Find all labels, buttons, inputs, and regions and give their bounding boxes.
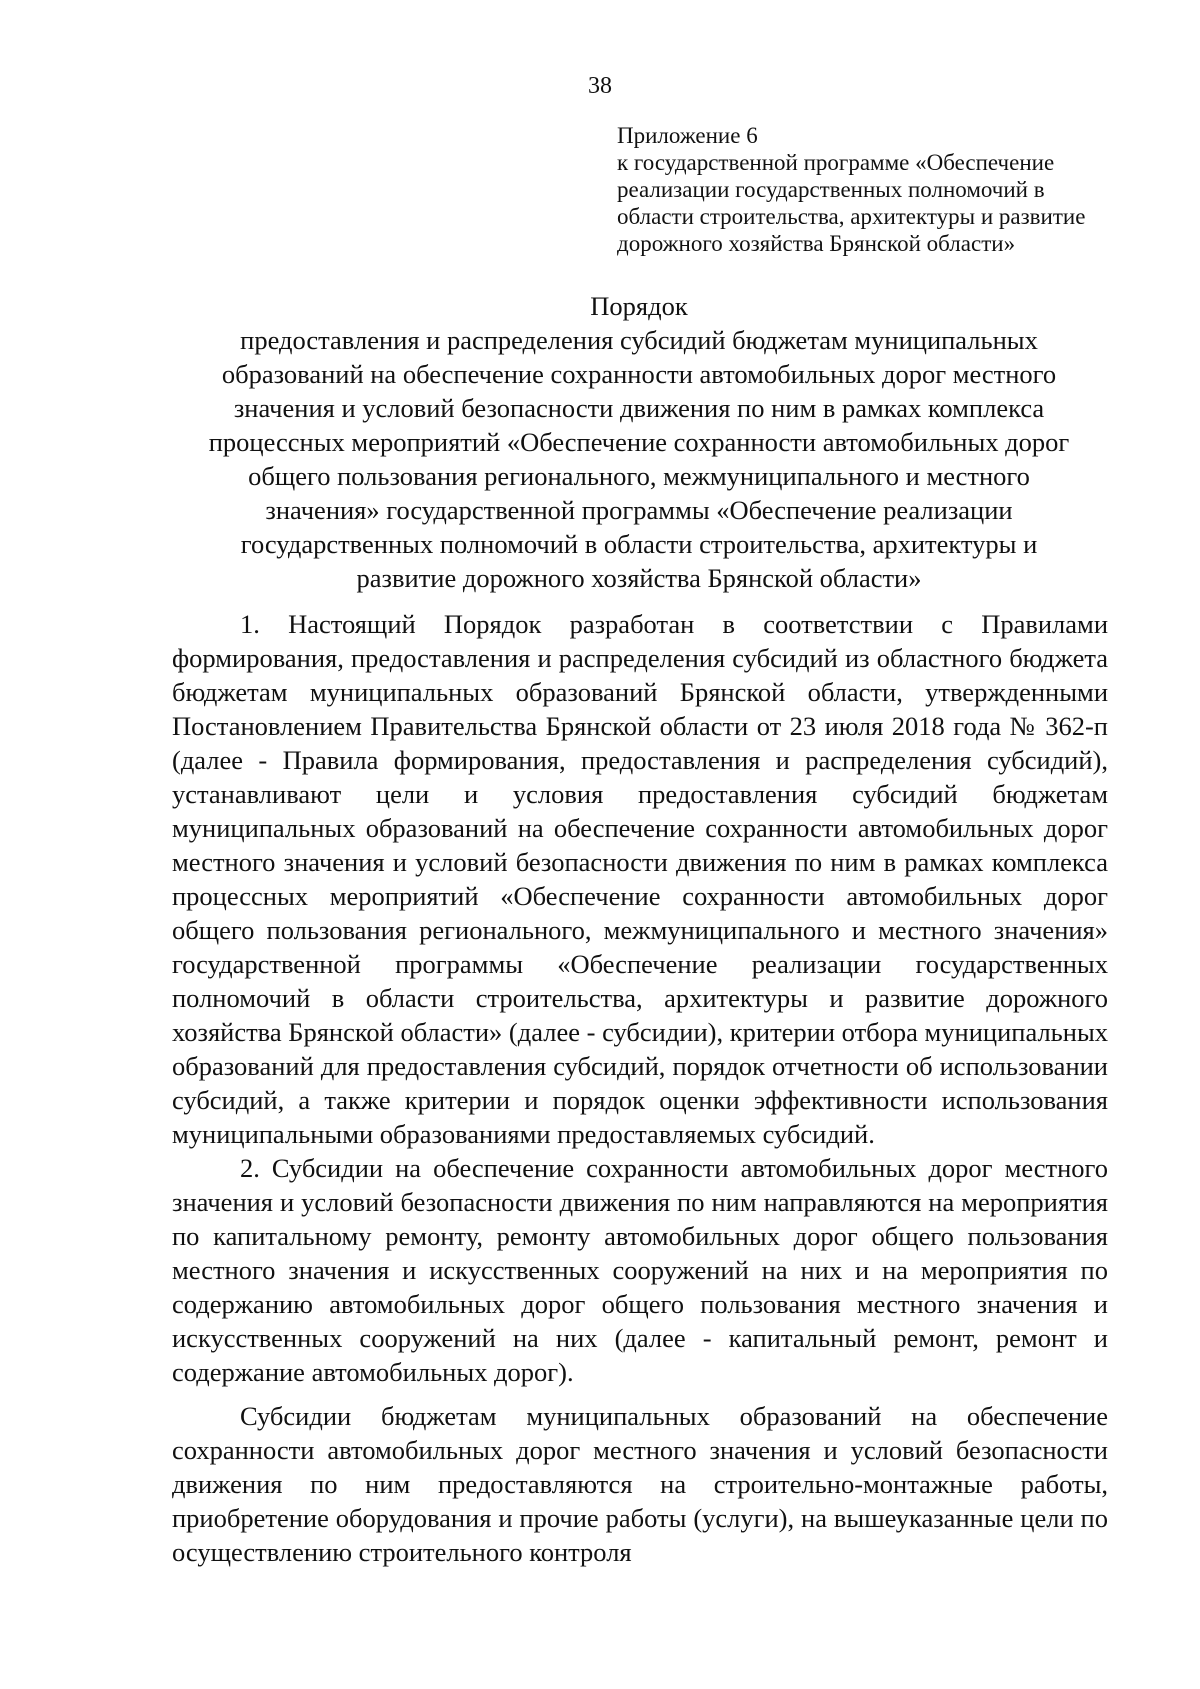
document-body: [172, 607, 1108, 1569]
page-number: 38: [588, 73, 612, 99]
appendix-reference: [617, 122, 1137, 257]
appendix-line: дорожного хозяйства Брянской области»: [617, 231, 1016, 256]
title-line: процессных мероприятий «Обеспечение сохранности автомобильных дорог: [208, 427, 1070, 457]
document-title: [170, 289, 1108, 595]
title-line: образований на обеспечение сохранности автомобильных дорог местного: [221, 359, 1057, 389]
paragraph-2: 2. Субсидии на обеспечение сохранности автомобильных дорог местного значения и условий безопасности движения по ним направляются на мероприятия по капитальному ремонту, ремонту автомобильных дорог общего пользования местного значения и искусственных сооружений на них и на мероприятия по содержанию автомобильных дорог общего пользования местного значения и искусственных сооружений на них (далее - капитальный ремонт, ремонт и содержание автомобильных дорог).: [172, 1153, 1108, 1387]
paragraph-3: Субсидии бюджетам муниципальных образований на обеспечение сохранности автомобильных дорог местного значения и условий безопасности движения по ним предоставляются на строительно-монтажные работы, приобретение оборудования и прочие работы (услуги), на вышеуказанные цели по осуществлению строительного контроля: [172, 1401, 1108, 1567]
appendix-line: области строительства, архитектуры и развитие: [617, 204, 1086, 229]
title-line: значения» государственной программы «Обеспечение реализации: [265, 495, 1013, 525]
title-line: предоставления и распределения субсидий бюджетам муниципальных: [240, 325, 1038, 355]
paragraph-1: 1. Настоящий Порядок разработан в соответствии с Правилами формирования, предоставления и распределения субсидий из областного бюджета бюджетам муниципальных образований Брянской области, утвержденными Постановлением Правительства Брянской области от 23 июля 2018 года № 362-п (далее - Правила формирования, предоставления и распределения субсидий), устанавливают цели и условия предоставления субсидий бюджетам муниципальных образований на обеспечение сохранности автомобильных дорог местного значения и условий безопасности движения по ним в рамках комплекса процессных мероприятий «Обеспечение сохранности автомобильных дорог общего пользования регионального, межмуниципального и местного значения» государственной программы «Обеспечение реализации государственных полномочий в области строительства, архитектуры и развитие дорожного хозяйства Брянской области» (далее - субсидии), критерии отбора муниципальных образований для предоставления субсидий, порядок отчетности об использовании субсидий, а также критерии и порядок оценки эффективности использования муниципальными образованиями предоставляемых субсидий.: [172, 609, 1108, 1149]
appendix-line: Приложение 6: [617, 123, 758, 148]
title-line: государственных полномочий в области строительства, архитектуры и: [240, 529, 1038, 559]
title-line: развитие дорожного хозяйства Брянской области»: [356, 563, 922, 593]
title-line: значения и условий безопасности движения по ним в рамках комплекса: [233, 393, 1045, 423]
title-heading: Порядок: [590, 291, 688, 321]
title-line: общего пользования регионального, межмуниципального и местного: [248, 461, 1030, 491]
appendix-line: к государственной программе «Обеспечение: [617, 150, 1055, 175]
appendix-line: реализации государственных полномочий в: [617, 177, 1045, 202]
